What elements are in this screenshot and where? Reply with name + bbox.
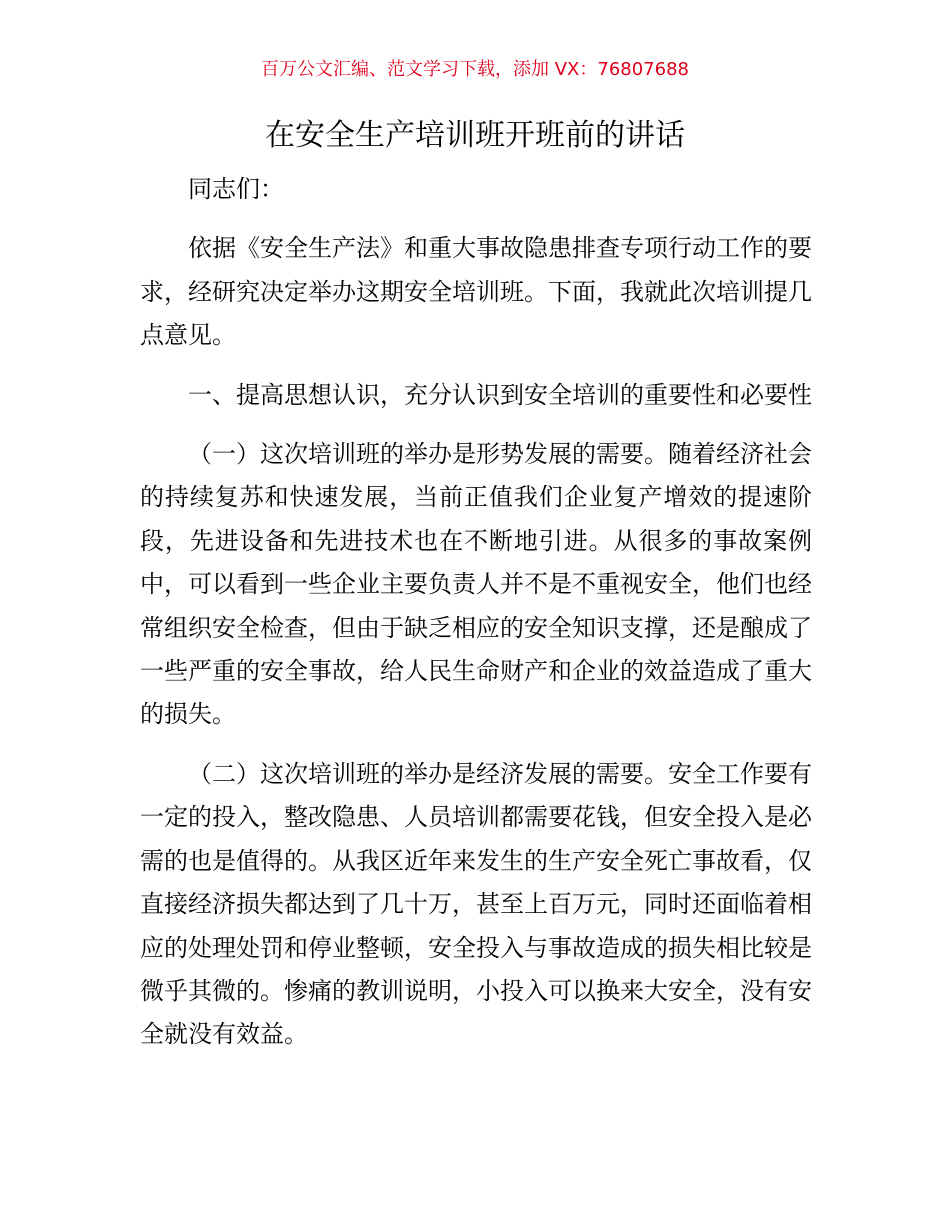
page-title: 在安全生产培训班开班前的讲话: [265, 118, 685, 153]
section-heading-1: 一、提高思想认识，充分认识到安全培训的重要性和必要性: [188, 380, 812, 409]
greeting: 同志们：: [188, 175, 284, 203]
paragraph-point-2: （二）这次培训班的举办是经济发展的需要。安全工作要有一定的投入，整改隐患、人员培训都需要花钱，但安全投入是必需的也是值得的。从我区近年来发生的生产安全死亡事故看，仅直接经济损失都达到了几十万，甚至上百万元，同时还面临着相应的处理处罚和停业整顿，安全投入与事故造成的损失相比较是微乎其微的。惨痛的教训说明，小投入可以换来大安全，没有安全就没有效益。: [140, 759, 812, 1049]
paragraph-point-1: （一）这次培训班的举办是形势发展的需要。随着经济社会的持续复苏和快速发展，当前正值我们企业复产增效的提速阶段，先进设备和先进技术也在不断地引进。从很多的事故案例中，可以看到一些企业主要负责人并不是不重视安全，他们也经常组织安全检查，但由于缺乏相应的安全知识支撑，还是酿成了一些严重的安全事故，给人民生命财产和企业的效益造成了重大的损失。: [140, 440, 812, 729]
document-body: [140, 168, 812, 1057]
promo-banner: 百万公文汇编、范文学习下载，添加 VX：76807688: [261, 59, 689, 80]
paragraph-intro: 依据《安全生产法》和重大事故隐患排查专项行动工作的要求，经研究决定举办这期安全培训班。下面，我就此次培训提几点意见。: [140, 234, 812, 350]
